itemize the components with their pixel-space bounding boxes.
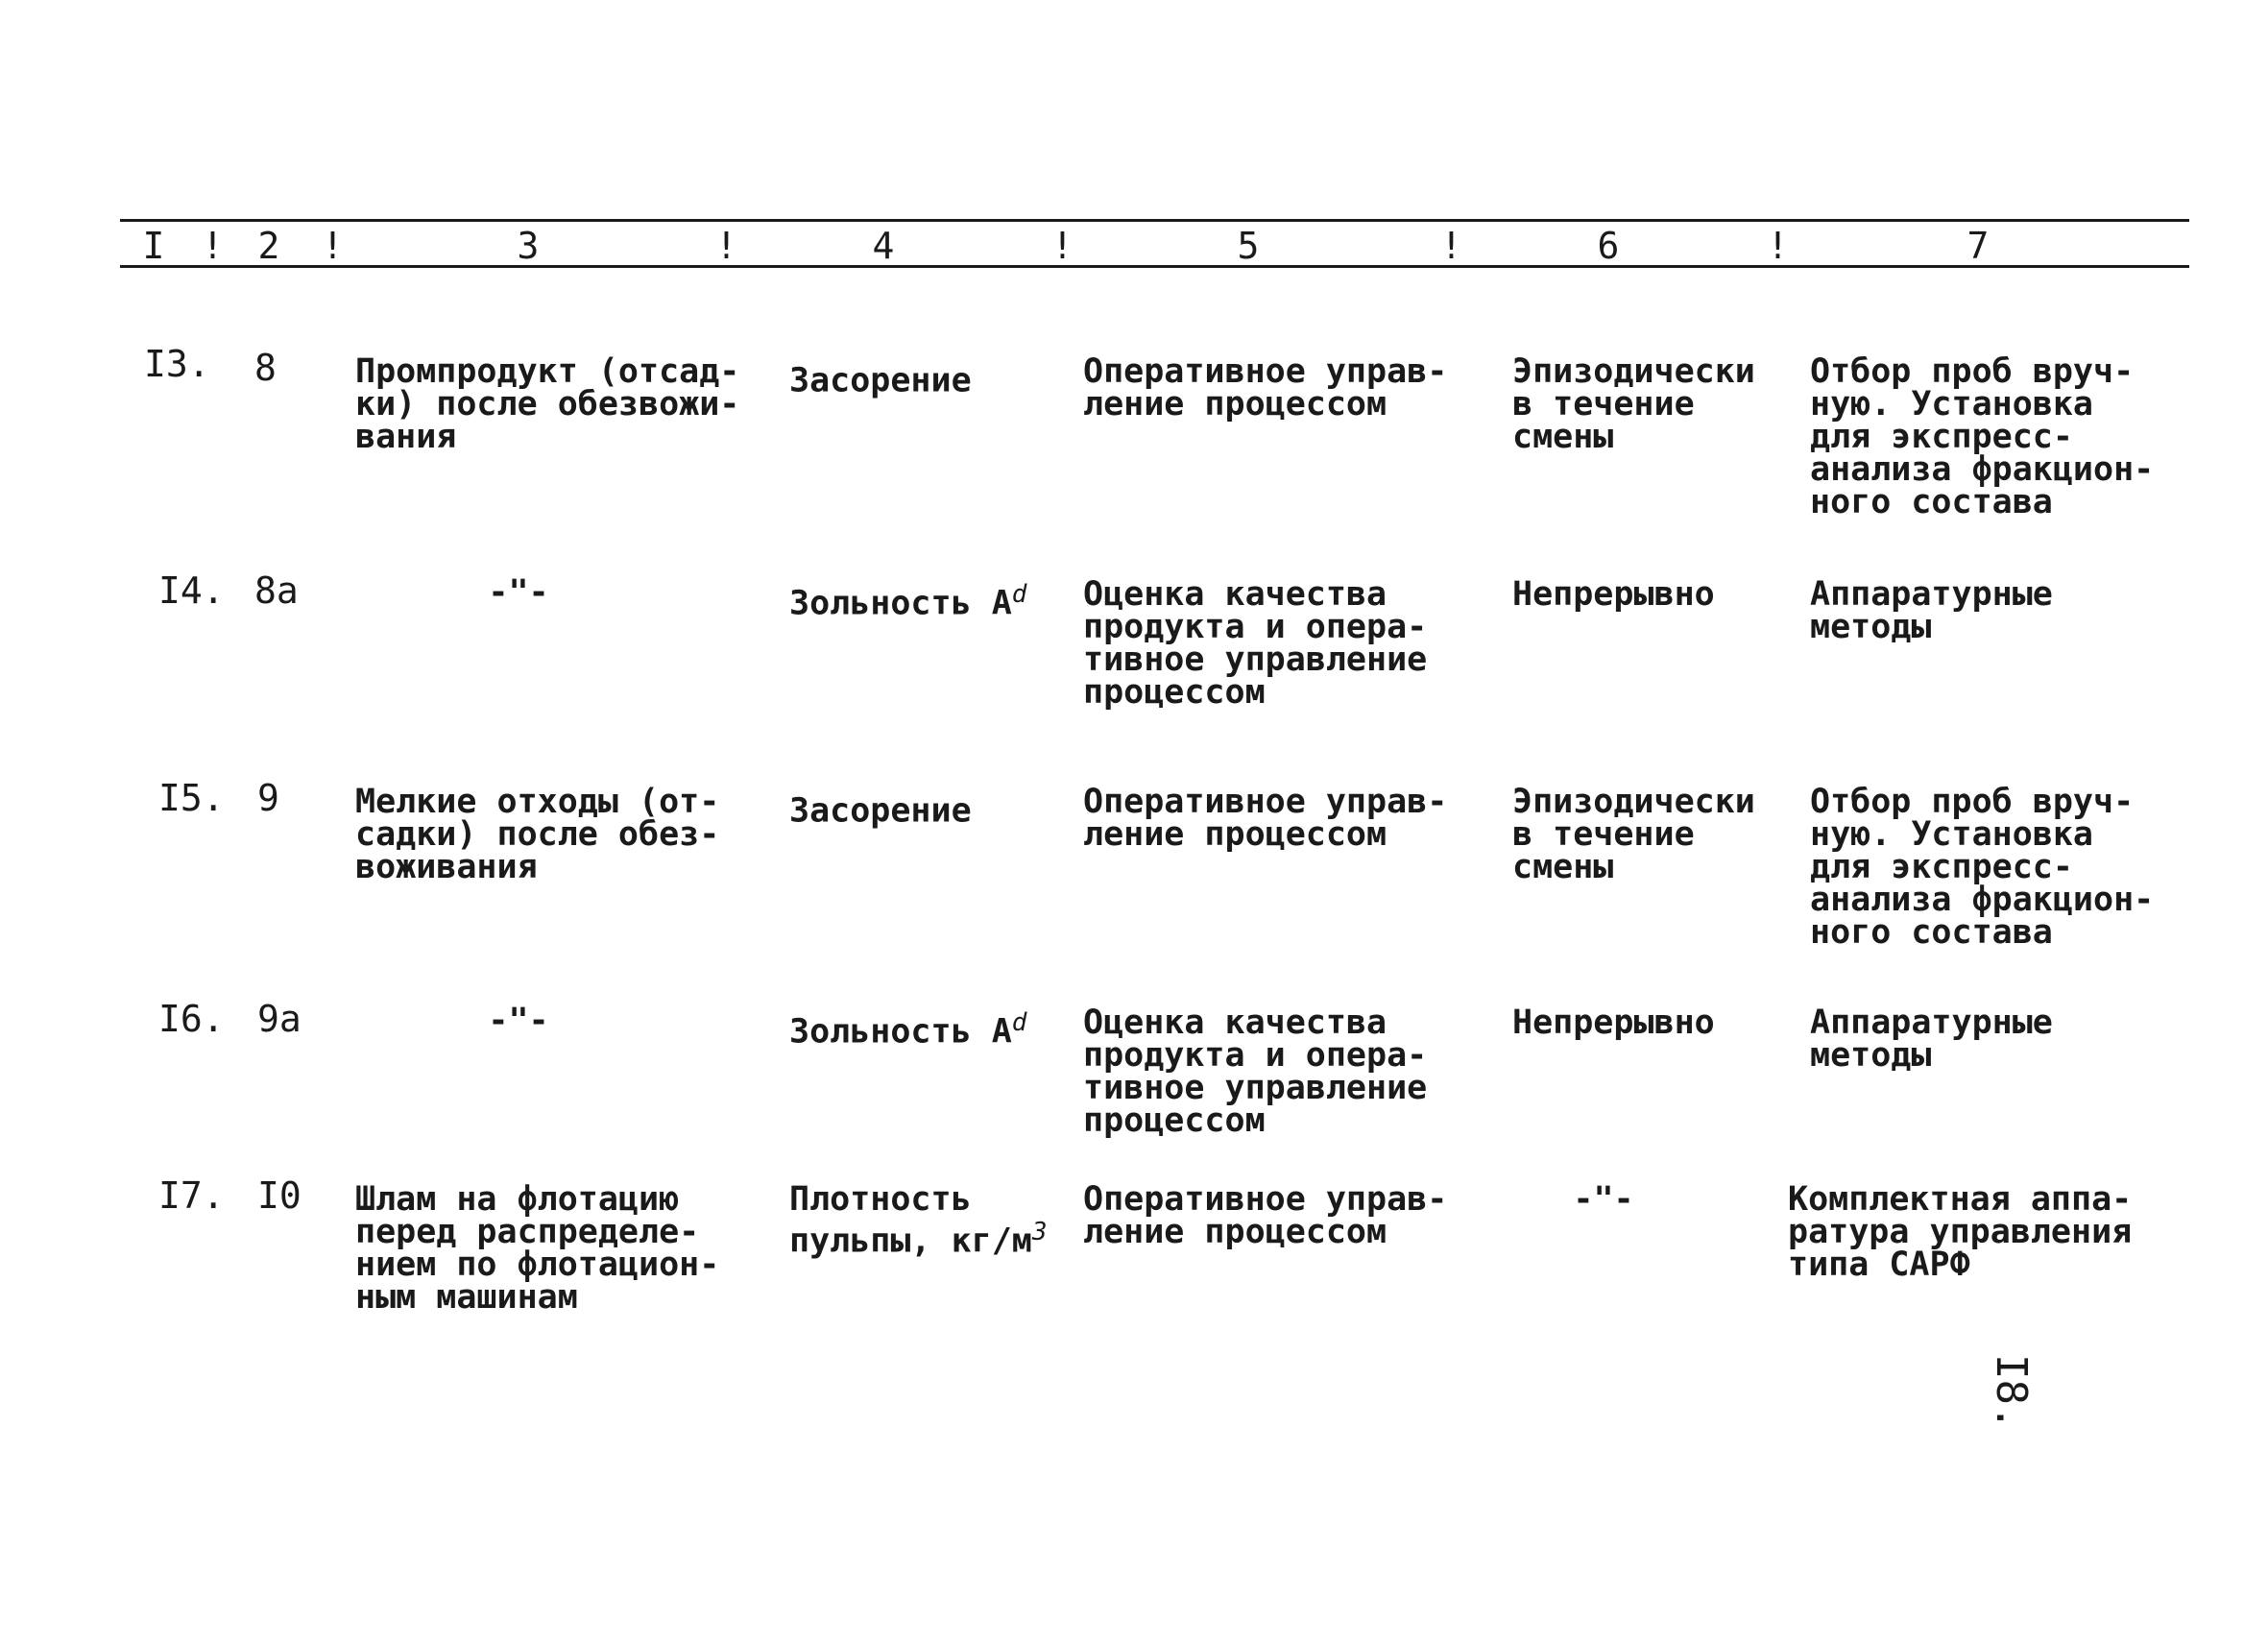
table-top-rule — [120, 219, 2189, 222]
row-code: 8 — [254, 347, 277, 389]
row-purpose: Оперативное управ- ление процессом — [1083, 1180, 1448, 1251]
header-separator: ! — [1440, 225, 1462, 267]
parameter-text: Зольность A — [789, 584, 1012, 623]
header-col-2: 2 — [257, 225, 280, 267]
header-col-3: 3 — [517, 225, 540, 267]
row-material: Промпродукт (отсад- ки) после обезвожи- вания — [355, 352, 740, 456]
row-number: I3. — [144, 343, 210, 385]
row-parameter — [789, 578, 1027, 623]
table-header-rule — [120, 265, 2189, 268]
row-parameter — [789, 1006, 1027, 1052]
row-purpose: Оценка качества продукта и опера- тивное управление процессом — [1083, 575, 1428, 712]
header-separator: ! — [1767, 225, 1789, 267]
header-col-4: 4 — [872, 225, 895, 267]
header-separator: ! — [322, 225, 344, 267]
parameter-superscript: d — [1011, 1008, 1027, 1037]
row-code: 8а — [254, 569, 299, 612]
row-parameter — [789, 355, 972, 398]
row-frequency: Эпизодически в течение смены — [1512, 352, 1755, 456]
row-number: I7. — [158, 1174, 225, 1217]
row-method: Отбор проб вруч- ную. Установка для экспресс- анализа фракцион- ного состава — [1810, 352, 2155, 521]
header-separator: ! — [202, 225, 224, 267]
header-col-6: 6 — [1597, 225, 1620, 267]
row-parameter — [789, 786, 972, 831]
row-purpose: Оперативное управ- ление процессом — [1083, 783, 1448, 854]
row-method: Комплектная аппа- ратура управления типа САРФ — [1788, 1180, 2133, 1284]
row-frequency: Эпизодически в течение смены — [1512, 783, 1755, 886]
parameter-superscript: d — [1011, 580, 1027, 609]
row-material: -"- — [488, 573, 549, 612]
page-number: I8. — [1987, 1354, 2036, 1431]
row-number: I6. — [158, 998, 225, 1040]
row-material: Шлам на флотацию перед распределе- нием по флотацион- ным машинам — [355, 1180, 720, 1317]
parameter-superscript: 3 — [1031, 1218, 1048, 1246]
row-frequency: -"- — [1573, 1180, 1634, 1219]
row-parameter — [789, 1180, 1048, 1261]
header-col-1: I — [142, 225, 165, 267]
row-material: Мелкие отходы (от- садки) после обез- воживания — [355, 783, 720, 886]
row-method: Аппаратурные методы — [1810, 575, 2053, 646]
row-frequency: Непрерывно — [1512, 575, 1715, 614]
row-code: 9 — [257, 777, 279, 819]
row-frequency: Непрерывно — [1512, 1004, 1715, 1042]
row-purpose: Оперативное управ- ление процессом — [1083, 352, 1448, 423]
row-method: Аппаратурные методы — [1810, 1004, 2053, 1075]
row-code: I0 — [257, 1174, 302, 1217]
header-separator: ! — [715, 225, 737, 267]
row-method: Отбор проб вруч- ную. Установка для экспресс- анализа фракцион- ного состава — [1810, 783, 2155, 952]
row-material: -"- — [488, 1002, 549, 1040]
row-code: 9а — [257, 998, 302, 1040]
row-number: I5. — [158, 777, 225, 819]
header-col-7: 7 — [1966, 225, 1990, 267]
parameter-text: Зольность A — [789, 1012, 1012, 1052]
row-number: I4. — [158, 569, 225, 612]
row-purpose: Оценка качества продукта и опера- тивное управление процессом — [1083, 1004, 1428, 1140]
header-col-5: 5 — [1237, 225, 1260, 267]
parameter-text: Засорение — [789, 361, 972, 400]
parameter-text: Засорение — [789, 791, 972, 831]
header-separator: ! — [1051, 225, 1074, 267]
parameter-text: Плотность пульпы, кг/м — [789, 1180, 1032, 1261]
